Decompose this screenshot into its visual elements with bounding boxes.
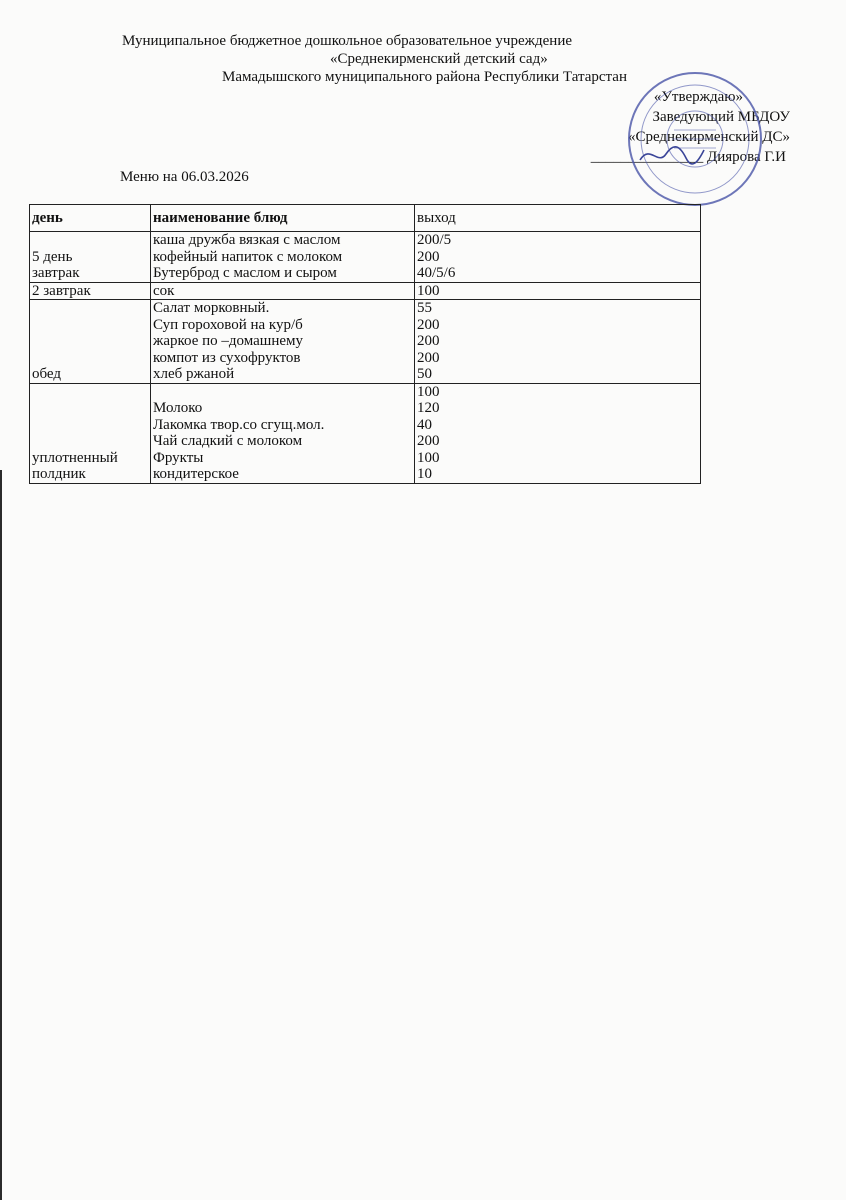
table-row [30,300,701,384]
yield-value: 200 [417,316,440,333]
meal-label: обед [32,366,62,382]
table-row [30,232,701,283]
dish-name: Фрукты [153,449,204,466]
approval-position: Заведующий МБДОУ [652,109,790,125]
yield-cell [415,232,701,283]
menu-table [29,204,701,484]
menu-date: Меню на 06.03.2026 [120,169,249,185]
table-row [30,383,701,483]
dish-name: кофейный напиток с молоком [153,248,343,265]
table-header-row [30,205,701,232]
yield-value: 100 [417,383,440,400]
yield-value: 10 [417,466,432,482]
meal-cell [30,232,151,283]
scan-edge-shadow [0,470,2,1200]
yield-cell [415,300,701,384]
meal-cell [30,282,151,300]
dish-name: жаркое по –домашнему [153,333,304,349]
meal-label: 5 день [32,248,73,265]
yield-cell [415,282,701,300]
dish-cell [151,300,415,384]
approval-organization: «Среднекирменский ДС» [627,129,790,145]
dish-name: Суп гороховой на кур/б [153,316,303,333]
yield-value: 200 [417,248,440,265]
meal-label: 2 завтрак [32,282,91,299]
approval-signature-line: _______________ Диярова Г.И [590,149,786,165]
meal-label: полдник [32,466,86,482]
meal-cell [30,383,151,483]
yield-value: 55 [417,300,432,316]
dish-name: Чай сладкий с молоком [153,433,303,449]
yield-cell [415,383,701,483]
table-row [30,282,701,300]
column-header-day: день [30,205,151,232]
dish-name [153,384,412,401]
yield-value: 40/5/6 [417,265,456,281]
yield-value: 100 [417,282,440,299]
organization-name-line1: Муниципальное бюджетное дошкольное образовательное учреждение [122,33,572,49]
signature-icon [636,140,706,168]
meal-label: завтрак [32,265,80,281]
dish-name: компот из сухофруктов [153,349,301,366]
dish-name: Бутерброд с маслом и сыром [153,265,337,281]
meal-cell [30,300,151,384]
yield-value: 120 [417,400,440,416]
column-header-yield: выход [415,205,701,232]
dish-cell [151,232,415,283]
yield-value: 50 [417,366,432,382]
dish-name: каша дружба вязкая с маслом [153,232,341,248]
dish-name: Салат морковный. [153,300,270,316]
dish-cell [151,383,415,483]
approval-title: «Утверждаю» [653,89,743,105]
organization-name-line3: Мамадышского муниципального района Республики Татарстан [222,69,627,85]
yield-value: 200 [417,333,440,349]
dish-name: кондитерское [153,466,239,482]
yield-value: 200 [417,433,440,449]
dish-name: сок [153,282,175,299]
official-stamp-icon [626,70,764,208]
yield-value: 200 [417,349,440,366]
yield-value: 200/5 [417,232,452,248]
dish-name: Лакомка твор.со сгущ.мол. [153,416,325,433]
organization-name-line2: «Среднекирменский детский сад» [330,51,548,67]
yield-value: 100 [417,449,440,466]
column-header-dish: наименование блюд [151,205,415,232]
dish-name: хлеб ржаной [153,366,235,382]
meal-label: уплотненный [32,449,118,466]
yield-value: 40 [417,416,432,433]
dish-name: Молоко [153,400,203,416]
dish-cell [151,282,415,300]
